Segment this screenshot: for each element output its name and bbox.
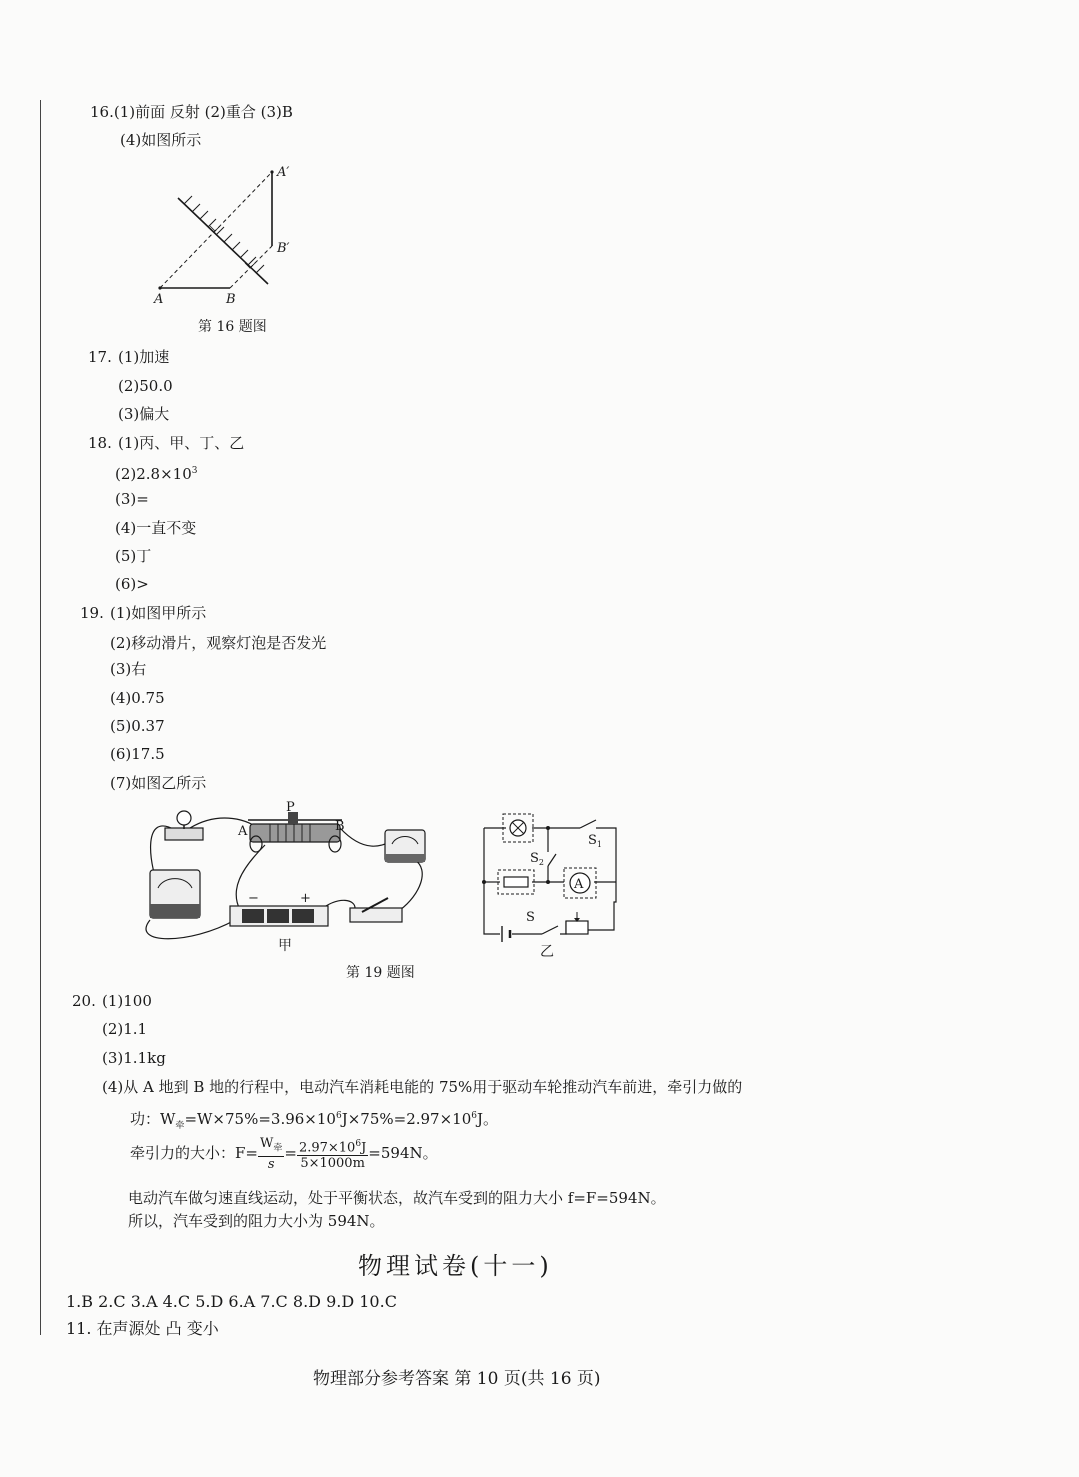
q17-answer-3: (3)偏大 [118,405,170,423]
q19-answer-5: (5)0.37 [110,717,165,735]
q16-line1: 16.(1)前面 反射 (2)重合 (3)B [90,103,293,121]
q19-jia-label-minus: − [248,891,259,906]
q17-number: 17. [88,348,112,366]
fraction-values: $\frac{2.97\times 10^6J}{5\times 1000m}$ [298,1138,367,1172]
margin-rule [40,100,41,1335]
q19-answer-2: (2)移动滑片，观察灯泡是否发光 [110,634,327,652]
q18-answer-3: (3)= [115,490,149,508]
q20-number: 20. [72,992,96,1010]
q16-line2: (4)如图所示 [120,131,202,149]
q18-answer-2: $(2)2.8\times 10^3$ [115,465,198,483]
q19-answer-1: (1)如图甲所示 [110,604,207,622]
q20-part4-line2: 功：$W_牵=W\times 75\%=3.96\times 10^6J\times 75\%=2.97\times 10^6J$。 [130,1110,498,1131]
q20-conclusion-line: 所以，汽车受到的阻力大小为 594N。 [128,1212,385,1230]
q20-answer-2: (2)1.1 [102,1020,148,1038]
q20-part4-line1: (4)从 A 地到 B 地的行程中，电动汽车消耗电能的 75%用于驱动车轮推动汽车前进，牵引力做的 [102,1078,743,1096]
q19-answer-6: (6)17.5 [110,745,165,763]
fraction-work-over-distance: $\frac{W_牵}{s}$ [259,1135,283,1173]
q19-yi-label-s2: $S_2$ [530,851,544,867]
q17-answer-1: (1)加速 [118,348,170,366]
q19-jia-label-name: 甲 [278,938,292,954]
q19-jia-label-b: B [335,819,345,834]
q19-figure-yi [470,806,630,961]
q19-yi-label-name: 乙 [540,944,554,960]
q19-answer-7: (7)如图乙所示 [110,774,207,792]
q19-yi-label-s: S [526,910,535,925]
q18-number: 18. [88,434,112,452]
q19-jia-label-a: A [238,824,248,839]
q16-label-a-prime: A′ [277,165,290,180]
q19-answer-4: (4)0.75 [110,689,165,707]
q19-answer-3: (3)右 [110,660,147,678]
q17-answer-2: (2)50.0 [118,377,173,395]
q16-caption: 第 16 题图 [198,319,267,335]
section-title: 物理试卷(十一) [358,1252,553,1280]
q18-answer-6: (6)> [115,575,149,593]
page-footer: 物理部分参考答案 第 10 页(共 16 页) [313,1369,601,1389]
q18-answer-4: (4)一直不变 [115,519,197,537]
q20-answer-1: (1)100 [102,992,152,1010]
q19-figure-jia [130,800,440,960]
q20-answer-3: (3)1.1kg [102,1049,166,1067]
q16-label-a: A [154,292,164,307]
q11-answer: 11. 在声源处 凸 变小 [66,1319,219,1338]
q16-label-b: B [226,292,236,307]
mc-answers: 1.B 2.C 3.A 4.C 5.D 6.A 7.C 8.D 9.D 10.C [66,1292,397,1311]
q19-jia-label-plus: + [300,891,311,906]
q18-answer-5: (5)丁 [115,547,152,565]
q19-yi-label-s1: $S_1$ [588,833,602,849]
q19-caption: 第 19 题图 [346,965,415,981]
q20-force-formula: 牵引力的大小：F= $\frac{W_牵}{s}$ = $\frac{2.97\times 10^6J}{5\times 1000m}$ =594N。 [130,1135,438,1173]
q19-jia-label-p: P [286,800,295,815]
q19-number: 19. [80,604,104,622]
q18-answer-1: (1)丙、甲、丁、乙 [118,434,245,452]
q19-yi-ammeter-label: A [574,877,584,892]
q16-label-b-prime: B′ [277,241,290,256]
q16-mirror-diagram [150,160,310,310]
q20-balance-line: 电动汽车做匀速直线运动，处于平衡状态，故汽车受到的阻力大小 f=F=594N。 [128,1189,666,1207]
